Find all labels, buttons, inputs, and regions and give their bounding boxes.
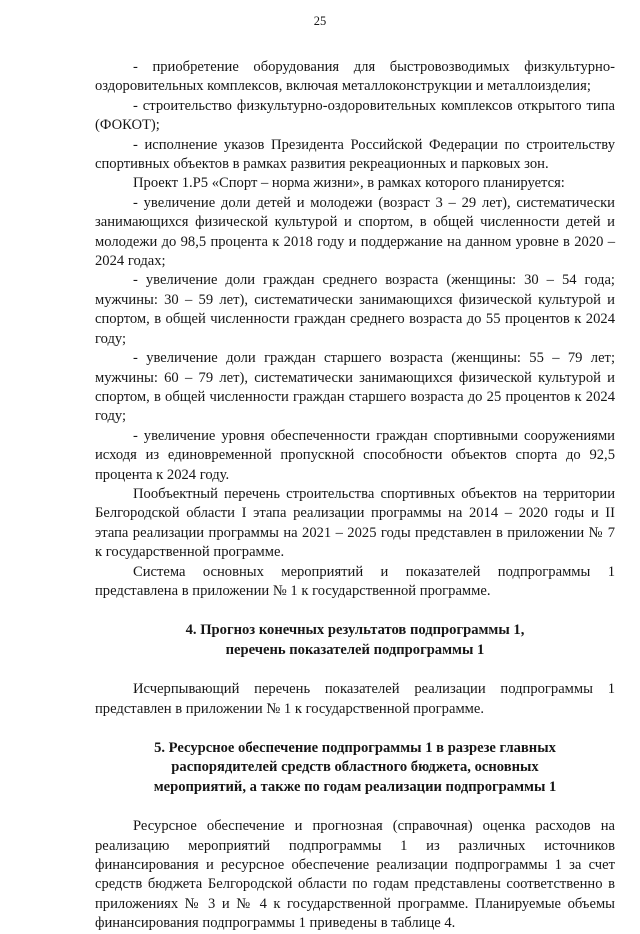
- paragraph-fokot: - строительство физкультурно-оздоровительных комплексов открытого типа (ФОКОТ);: [95, 97, 615, 134]
- paragraph-middle-age: - увеличение доли граждан среднего возраста (женщины: 30 – 54 года; мужчины: 30 – 59 лет), систематически занимающихся физической культурой и спортом, в общей численности граждан среднего возраста до 55 процентов к 2024 году;: [95, 272, 615, 347]
- section4-heading: [95, 621, 615, 660]
- section4-heading-line1: 4. Прогноз конечных результатов подпрограммы 1,: [185, 622, 525, 639]
- paragraph-older-age: - увеличение доли граждан старшего возраста (женщины: 55 – 79 лет; мужчины: 60 – 79 лет), систематически занимающихся физической культурой и спортом, в общей численности граждан старшего возраста до 25 процентов к 2024 году;: [95, 350, 615, 425]
- paragraph-equipment: - приобретение оборудования для быстровозводимых физкультурно-оздоровительных комплексов, включая металлоконструкции и металлоизделия;: [95, 59, 615, 95]
- paragraph-sports-facilities: - увеличение уровня обеспеченности граждан спортивными сооружениями исходя из единовременной пропускной способности объектов спорта до 92,5 процента к 2024 году.: [95, 427, 615, 483]
- section4-paragraph: Исчерпывающий перечень показателей реализации подпрограммы 1 представлен в приложении № 1 к государственной программе.: [95, 681, 615, 717]
- section4-heading-line2: перечень показателей подпрограммы 1: [225, 641, 485, 658]
- paragraph-children-youth: - увеличение доли детей и молодежи (возраст 3 – 29 лет), систематически занимающихся физической культурой и спортом, в общей численности детей и молодежи до 98,5 процента к 2018 году и поддержание на данном уровне в 2020 – 2024 годах;: [95, 194, 615, 270]
- section5-heading-line3: мероприятий, а также по годам реализации подпрограммы 1: [153, 778, 557, 795]
- section5-paragraph: Ресурсное обеспечение и прогнозная (справочная) оценка расходов на реализацию мероприятий подпрограммы 1 из различных источников финансирования и ресурсное обеспечение реализации подпрограммы 1 за счет средств бюджета Белгородской области по годам представлены соответственно в приложениях № 3 и № 4 к государственной программе. Планируемые объемы финансирования подпрограммы 1 приведены в таблице 4.: [95, 818, 615, 932]
- paragraph-project-p5: Проект 1.Р5 «Спорт – норма жизни», в рамках которого планируется:: [133, 175, 565, 192]
- paragraph-object-list: Пообъектный перечень строительства спортивных объектов на территории Белгородской области I этапа реализации программы на 2014 – 2020 годы и II этапа реализации программы на 2021 – 2025 годы представлен в приложении № 7 к государственной программе.: [95, 485, 615, 561]
- paragraph-system-measures: Система основных мероприятий и показателей подпрограммы 1 представлена в приложении № 1 к государственной программе.: [95, 563, 615, 599]
- section5-heading-line2: распорядителей средств областного бюджета, основных: [171, 759, 539, 776]
- page-number: 25: [313, 14, 327, 28]
- document-body: [95, 58, 615, 934]
- paragraph-president-decrees: - исполнение указов Президента Российской Федерации по строительству спортивных объектов в рамках развития рекреационных и парковых зон.: [95, 136, 615, 173]
- section5-heading-line1: 5. Ресурсное обеспечение подпрограммы 1 в разрезе главных: [154, 740, 556, 756]
- section5-heading: [95, 739, 615, 797]
